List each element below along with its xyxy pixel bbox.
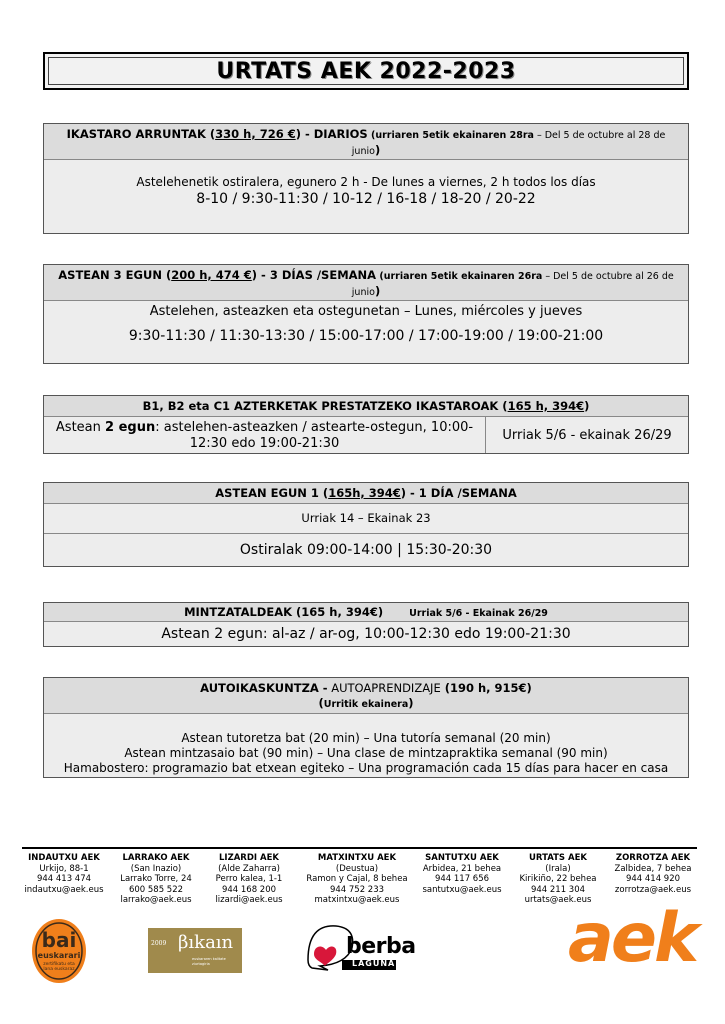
office-santutxu xyxy=(416,853,508,895)
office-email: lizardi@aek.eus xyxy=(215,895,283,905)
office-zorrotza xyxy=(608,853,698,895)
header-part: ) - 3 DÍAS /SEMANA xyxy=(251,268,377,282)
schedule-days: Astelehen, asteazken eta ostegunetan – Lunes, miércoles y jueves xyxy=(149,304,583,319)
bikain-caption: euskararen kalitate ziurtagiria xyxy=(192,957,226,966)
course-header xyxy=(44,396,688,417)
office-email: urtats@aek.eus xyxy=(524,895,592,905)
course-block-exams xyxy=(43,395,689,454)
bikain-name: βıkaın xyxy=(178,932,234,953)
header-part: B1, B2 eta C1 AZTERKETAK PRESTATZEKO IKASTAROAK ( xyxy=(142,399,508,413)
selfstudy-line-2: Astean mintzasaio bat (90 min) – Una clase de mintzapraktika semanal (90 min) xyxy=(124,746,608,760)
course-block-1day xyxy=(43,482,689,567)
header-part: ) xyxy=(374,143,381,157)
header-part: ) xyxy=(408,696,414,710)
header-part: ) xyxy=(374,284,381,298)
header-part: ) - 1 DÍA /SEMANA xyxy=(400,486,517,500)
exam-schedule-row xyxy=(44,417,688,453)
selfstudy-line-1: Astean tutoretza bat (20 min) – Una tutoría semanal (20 min) xyxy=(181,731,551,745)
office-name: MATXINTXU AEK xyxy=(317,853,397,863)
course-block-regular xyxy=(43,123,689,234)
office-line: Urkijo, 88-1 xyxy=(39,863,89,874)
office-line: 944 117 656 xyxy=(434,874,490,884)
exam-schedule-days xyxy=(44,417,486,453)
course-dates: Urriak 14 – Ekainak 23 xyxy=(301,511,431,525)
course-header xyxy=(44,678,688,714)
header-part: ) - DIARIOS xyxy=(295,127,368,141)
header-part: ) xyxy=(584,399,590,413)
office-email: santutxu@aek.eus xyxy=(422,884,502,895)
header-price: 165h, 394€ xyxy=(328,486,401,500)
course-header xyxy=(44,124,688,160)
aek-logo xyxy=(568,899,697,985)
office-indautxu xyxy=(18,853,110,895)
course-block-selfstudy xyxy=(43,677,689,778)
office-email: indautxu@aek.eus xyxy=(24,884,104,895)
schedule-days: Astelehenetik ostiralera, egunero 2 h - De lunes a viernes, 2 h todos los días xyxy=(136,175,596,189)
header-dates: Urriak 5/6 - Ekainak 26/29 xyxy=(409,608,548,619)
header-part: ASTEAN 3 EGUN ( xyxy=(58,268,172,282)
office-name: LARRAKO AEK xyxy=(122,853,190,863)
office-name: INDAUTXU AEK xyxy=(28,853,100,863)
header-dates: (urriaren 5etik ekainaren 26ra xyxy=(376,271,543,282)
header-title: AUTOIKASKUNTZA - xyxy=(200,681,328,695)
bai-subtext: euskarari xyxy=(37,951,81,960)
office-name: LIZARDI AEK xyxy=(218,853,279,863)
course-header xyxy=(44,265,688,301)
office-line: 944 414 920 xyxy=(625,874,681,884)
office-line: (San Inazio) xyxy=(130,863,182,874)
header-part: IKASTARO ARRUNTAK ( xyxy=(66,127,216,141)
bai-euskarari-logo xyxy=(30,918,88,984)
office-line: Perro kalea, 1-1 xyxy=(215,874,283,884)
header-dates: Urritik ekainera xyxy=(323,699,409,710)
office-line: Arbidea, 21 behea xyxy=(422,863,502,874)
office-line: 944 211 304 xyxy=(530,884,586,895)
bai-caption: zertifikatu eta lana euskaraz xyxy=(43,962,75,972)
berba-laguna-logo xyxy=(306,920,416,972)
office-name: SANTUTXU AEK xyxy=(425,853,499,863)
footer-divider xyxy=(22,847,697,849)
office-name: URTATS AEK xyxy=(529,853,587,863)
office-line: 944 168 200 xyxy=(221,884,277,895)
office-line: Zalbidea, 7 behea xyxy=(614,863,692,874)
office-urtats xyxy=(512,853,604,906)
bikain-logo xyxy=(148,928,242,973)
office-line: Ramon y Cajal, 8 behea xyxy=(306,874,408,884)
header-price: 165 h, 394€ xyxy=(507,399,585,413)
header-title-es: AUTOAPRENDIZAJE xyxy=(327,681,441,695)
header-price: 200 h, 474 € xyxy=(171,268,252,282)
header-title: MINTZATALDEAK (165 h, 394€) xyxy=(184,605,384,619)
office-lizardi xyxy=(203,853,295,906)
bai-text: bai xyxy=(41,928,77,952)
header-dates-es: – Del 5 de octubre al 26 de junio xyxy=(351,271,674,298)
office-line: (Irala) xyxy=(545,863,571,874)
laguna-text: LAGUNA xyxy=(352,959,396,968)
office-line: (Deustua) xyxy=(335,863,379,874)
course-header xyxy=(44,483,688,504)
office-line: Larrako Torre, 24 xyxy=(120,874,192,884)
title-box xyxy=(43,52,689,90)
office-matxintxu xyxy=(301,853,413,906)
office-email: zorrotza@aek.eus xyxy=(614,884,692,895)
schedule-hours: 9:30-11:30 / 11:30-13:30 / 15:00-17:00 / 17:00-19:00 / 19:00-21:00 xyxy=(128,328,604,344)
berba-text: berba xyxy=(346,934,416,959)
office-larrako xyxy=(110,853,202,906)
office-line: 600 585 522 xyxy=(128,884,184,895)
bikain-year: 2009 xyxy=(151,940,167,947)
header-part: ASTEAN EGUN 1 ( xyxy=(215,486,329,500)
course-block-3days xyxy=(43,264,689,364)
header-part: ( xyxy=(318,696,324,710)
aek-text: aek xyxy=(568,899,697,978)
schedule-hours: Astean 2 egun: al-az / ar-og, 10:00-12:30 edo 19:00-21:30 xyxy=(161,626,571,642)
office-line: (Alde Zaharra) xyxy=(218,863,280,874)
course-header xyxy=(44,603,688,622)
schedule-hours: 8-10 / 9:30-11:30 / 10-12 / 16-18 / 18-20 / 20-22 xyxy=(196,191,536,207)
header-dates: (urriaren 5etik ekainaren 28ra xyxy=(367,130,534,141)
office-email: matxintxu@aek.eus xyxy=(314,895,400,905)
office-email: larrako@aek.eus xyxy=(120,895,192,905)
page-title: URTATS AEK 2022-2023 xyxy=(216,58,516,84)
office-line: 944 413 474 xyxy=(36,874,92,884)
office-name: ZORROTZA AEK xyxy=(615,853,691,863)
office-line: Kirikiño, 22 behea xyxy=(519,874,597,884)
course-block-conversation xyxy=(43,602,689,647)
header-price: 330 h, 726 € xyxy=(215,127,296,141)
header-price: (190 h, 915€) xyxy=(440,681,532,695)
schedule-hours: Ostiralak 09:00-14:00 | 15:30-20:30 xyxy=(44,533,688,566)
text-part: Astean xyxy=(55,420,106,435)
selfstudy-line-3: Hamabostero: programazio bat etxean egiteko – Una programación cada 15 días para hacer en casa xyxy=(63,761,669,775)
exam-schedule-dates: Urriak 5/6 - ekainak 26/29 xyxy=(502,427,672,443)
text-bold: 2 egun xyxy=(105,420,156,435)
header-dates-es: – Del 5 de octubre al 28 de junio xyxy=(351,130,666,157)
office-line: 944 752 233 xyxy=(329,884,385,895)
text-part: : astelehen-asteazken / astearte-ostegun, 10:00-12:30 edo 19:00-21:30 xyxy=(155,420,474,451)
